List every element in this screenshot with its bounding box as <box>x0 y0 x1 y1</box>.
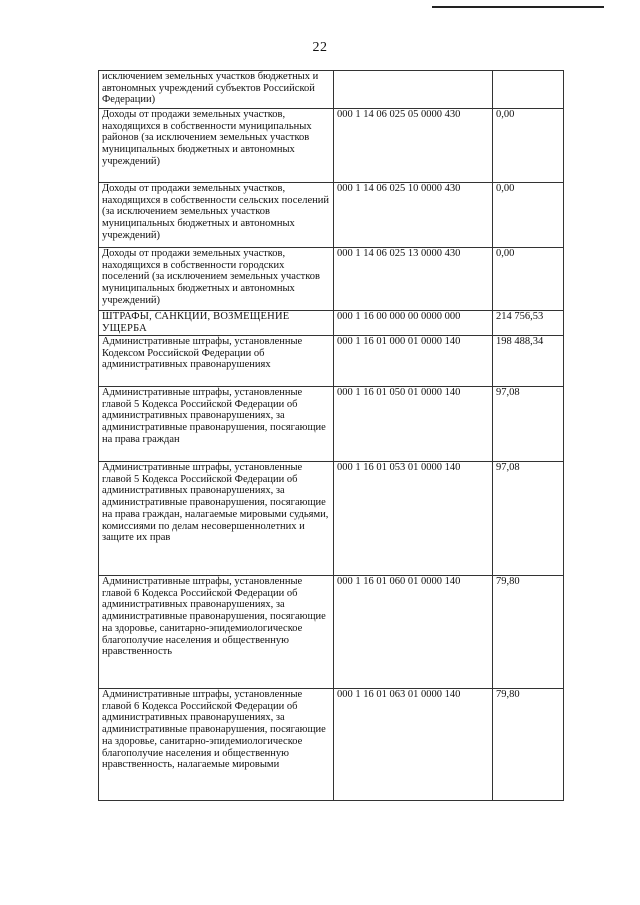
table-row <box>99 689 564 801</box>
budget-code-cell <box>334 183 493 248</box>
income-name: Административные штрафы, установленные главой 6 Кодекса Российской Федерации об административных правонарушениях, за административные правонарушения, посягающие на здоровье, санитарно-эпидемиологическое благополучие населения и общественную нравственность <box>102 576 326 658</box>
budget-code: 000 1 16 01 050 01 0000 140 <box>337 387 461 398</box>
table-row <box>99 71 564 109</box>
income-name-cell <box>99 689 334 801</box>
budget-code: 000 1 16 01 063 01 0000 140 <box>337 689 461 700</box>
budget-code-cell <box>334 311 493 336</box>
amount: 97,08 <box>496 387 520 398</box>
table-row <box>99 462 564 576</box>
amount-cell <box>493 311 564 336</box>
amount: 79,80 <box>496 689 520 700</box>
amount-cell <box>493 183 564 248</box>
budget-code-cell <box>334 109 493 183</box>
amount: 79,80 <box>496 576 520 587</box>
income-name-cell <box>99 109 334 183</box>
amount: 214 756,53 <box>496 311 544 322</box>
income-name-cell <box>99 71 334 109</box>
income-name: Административные штрафы, установленные главой 6 Кодекса Российской Федерации об административных правонарушениях, за административные правонарушения, посягающие на здоровье, санитарно-эпидемиологическое благополучие населения и общественную нравственность, налагаемые мировыми <box>102 689 326 771</box>
budget-code-cell <box>334 336 493 387</box>
table-row <box>99 311 564 336</box>
income-name-cell <box>99 183 334 248</box>
amount: 0,00 <box>496 248 515 259</box>
table-row <box>99 248 564 311</box>
budget-code-cell <box>334 689 493 801</box>
amount-cell <box>493 689 564 801</box>
income-name: исключением земельных участков бюджетных и автономных учреждений субъектов Российской Федерации) <box>102 71 319 106</box>
amount-cell <box>493 71 564 109</box>
amount-cell <box>493 336 564 387</box>
income-name: Административные штрафы, установленные Кодексом Российской Федерации об административных правонарушениях <box>102 336 303 371</box>
budget-code-cell <box>334 576 493 689</box>
income-name-cell <box>99 576 334 689</box>
top-rule <box>432 6 604 8</box>
income-name: Доходы от продажи земельных участков, находящихся в собственности сельских поселений (за исключением земельных участков муниципальных бюджетных и автономных учреждений) <box>102 183 329 241</box>
table-row <box>99 336 564 387</box>
budget-code: 000 1 16 00 000 00 0000 000 <box>337 311 461 322</box>
income-name-cell <box>99 462 334 576</box>
table-row <box>99 387 564 462</box>
income-name: ШТРАФЫ, САНКЦИИ, ВОЗМЕЩЕНИЕ УЩЕРБА <box>102 311 290 334</box>
table-row <box>99 183 564 248</box>
amount-cell <box>493 576 564 689</box>
income-name: Доходы от продажи земельных участков, находящихся в собственности муниципальных районов (за исключением земельных участков муниципальных бюджетных и автономных учреждений) <box>102 109 312 167</box>
income-name-cell <box>99 311 334 336</box>
table-row <box>99 576 564 689</box>
budget-code: 000 1 14 06 025 10 0000 430 <box>337 183 461 194</box>
amount-cell <box>493 248 564 311</box>
income-name-cell <box>99 336 334 387</box>
amount: 0,00 <box>496 109 515 120</box>
income-name: Доходы от продажи земельных участков, находящихся в собственности городских поселений (за исключением земельных участков муниципальных бюджетных и автономных учреждений) <box>102 248 320 306</box>
amount-cell <box>493 462 564 576</box>
income-name-cell <box>99 387 334 462</box>
income-name: Административные штрафы, установленные главой 5 Кодекса Российской Федерации об административных правонарушениях, за административные правонарушения, посягающие на права граждан <box>102 387 326 445</box>
amount: 198 488,34 <box>496 336 544 347</box>
budget-code-cell <box>334 71 493 109</box>
page-number: 22 <box>312 40 328 55</box>
amount-cell <box>493 387 564 462</box>
amount: 97,08 <box>496 462 520 473</box>
budget-code: 000 1 16 01 053 01 0000 140 <box>337 462 461 473</box>
budget-code-cell <box>334 462 493 576</box>
table-row <box>99 109 564 183</box>
budget-code-cell <box>334 387 493 462</box>
budget-code-cell <box>334 248 493 311</box>
budget-code: 000 1 14 06 025 13 0000 430 <box>337 248 461 259</box>
revenue-table <box>98 70 564 801</box>
amount-cell <box>493 109 564 183</box>
budget-code: 000 1 14 06 025 05 0000 430 <box>337 109 461 120</box>
budget-code: 000 1 16 01 000 01 0000 140 <box>337 336 461 347</box>
amount: 0,00 <box>496 183 515 194</box>
income-name: Административные штрафы, установленные главой 5 Кодекса Российской Федерации об административных правонарушениях, за административные правонарушения, посягающие на права граждан, налагаемые мировыми судьями, комиссиями по делам несовершеннолетних и защите их прав <box>102 462 329 544</box>
budget-code: 000 1 16 01 060 01 0000 140 <box>337 576 461 587</box>
income-name-cell <box>99 248 334 311</box>
